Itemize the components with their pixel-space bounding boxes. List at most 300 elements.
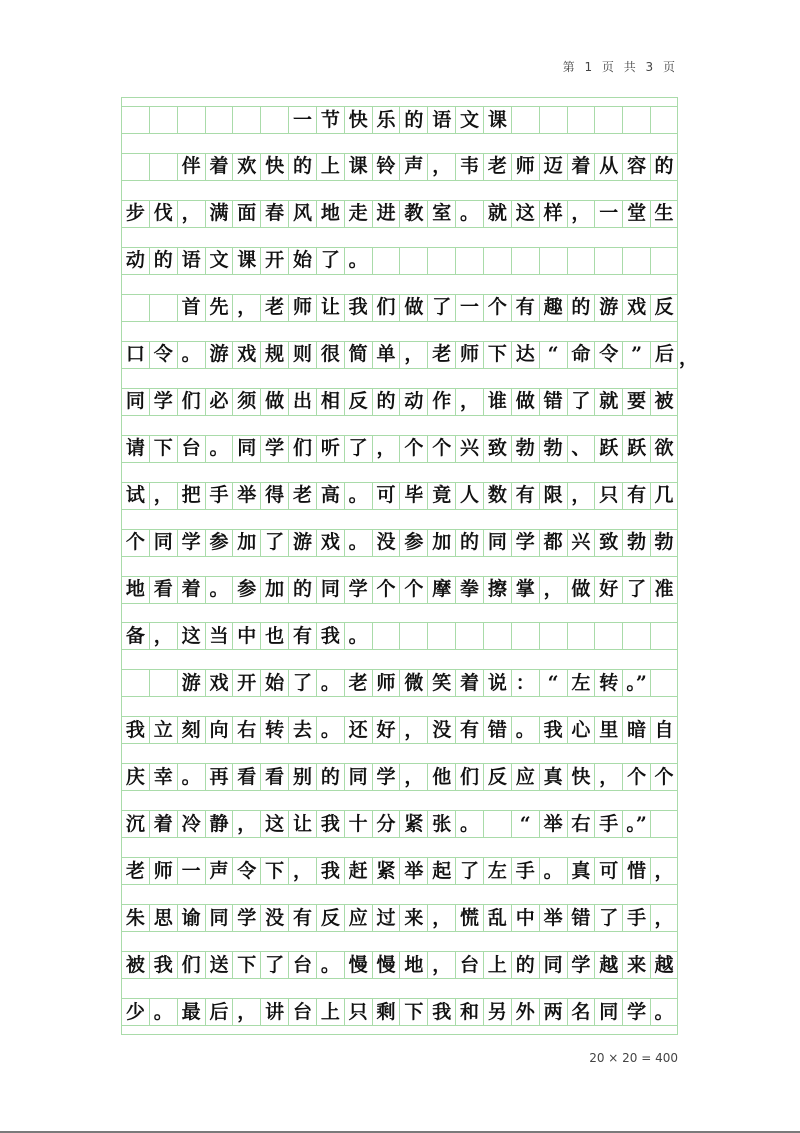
- grid-cell: 戏: [205, 669, 233, 697]
- text-row: [121, 341, 698, 369]
- grid-cell: 师: [288, 294, 316, 322]
- title-cell: [260, 106, 288, 134]
- grid-cell: 紧: [372, 857, 400, 885]
- grid-cell: 一: [177, 857, 205, 885]
- grid-cell: 手: [511, 857, 539, 885]
- grid-cell: 着: [149, 810, 177, 838]
- grid-cell: 作: [427, 388, 455, 416]
- grid-cell: 同: [316, 576, 344, 604]
- grid-cell: 个: [372, 576, 400, 604]
- title-cell: 课: [483, 106, 511, 134]
- grid-cell: 真: [539, 763, 567, 791]
- grid-cell: 下: [260, 857, 288, 885]
- grid-cell: 毕: [399, 482, 427, 510]
- grid-cell: 真: [567, 857, 595, 885]
- grid-cell: 了: [316, 247, 344, 275]
- grid-cell: 步: [121, 200, 149, 228]
- grid-cell: 游: [594, 294, 622, 322]
- grid-cell: 欲: [650, 435, 678, 463]
- grid-cell: 我: [427, 998, 455, 1026]
- grid-cell: 春: [260, 200, 288, 228]
- grid-cell: 。: [455, 810, 483, 838]
- grid-cell: ，: [232, 810, 260, 838]
- grid-cell: 谁: [483, 388, 511, 416]
- grid-cell: ，: [650, 904, 678, 932]
- grid-cell: 兴: [567, 529, 595, 557]
- grid-cell: 师: [511, 153, 539, 181]
- grid-cell: 做: [567, 576, 595, 604]
- grid-cell: 让: [288, 810, 316, 838]
- grid-cell: 送: [205, 951, 233, 979]
- grid-cell: 的: [650, 153, 678, 181]
- grid-cell: 就: [483, 200, 511, 228]
- grid-cell: 戏: [232, 341, 260, 369]
- grid-cell: 快: [260, 153, 288, 181]
- grid-cell: 反: [483, 763, 511, 791]
- grid-cell: 这: [260, 810, 288, 838]
- grid-cell: 我: [149, 951, 177, 979]
- grid-cell: [511, 247, 539, 275]
- grid-cell: [455, 247, 483, 275]
- title-cell: 文: [455, 106, 483, 134]
- grid-cell: 笑: [427, 669, 455, 697]
- grid-cell: [372, 247, 400, 275]
- grid-cell: 我: [316, 857, 344, 885]
- grid-cell: 。: [455, 200, 483, 228]
- title-cell: [594, 106, 622, 134]
- grid-cell: “: [511, 810, 539, 838]
- grid-cell: 右: [567, 810, 595, 838]
- grid-cell: 同: [344, 763, 372, 791]
- grid-cell: ，: [399, 341, 427, 369]
- grid-cell: 老: [427, 341, 455, 369]
- grid-cell: 了: [455, 857, 483, 885]
- grid-cell: 和: [455, 998, 483, 1026]
- grid-cell: 还: [344, 716, 372, 744]
- grid-cell: 手: [205, 482, 233, 510]
- grid-cell: [427, 622, 455, 650]
- grid-cell: 跃: [594, 435, 622, 463]
- grid-cell: 的: [288, 153, 316, 181]
- grid-cell: 了: [344, 435, 372, 463]
- grid-cell: 师: [455, 341, 483, 369]
- title-cell: [121, 106, 149, 134]
- grid-cell: 。: [650, 998, 678, 1026]
- grid-cell: 听: [316, 435, 344, 463]
- grid-cell: 下: [149, 435, 177, 463]
- grid-cell: 另: [483, 998, 511, 1026]
- grid-cell: 只: [594, 482, 622, 510]
- text-row: [121, 388, 678, 416]
- grid-cell: 同: [232, 435, 260, 463]
- grid-cell: 下: [399, 998, 427, 1026]
- grid-cell: 来: [622, 951, 650, 979]
- grid-cell: 勃: [511, 435, 539, 463]
- grid-cell: 幸: [149, 763, 177, 791]
- grid-cell: 首: [177, 294, 205, 322]
- grid-cell: ，: [399, 716, 427, 744]
- text-row: [121, 576, 678, 604]
- grid-cell: 走: [344, 200, 372, 228]
- grid-cell: ”: [622, 341, 650, 369]
- grid-cell: 里: [594, 716, 622, 744]
- grid-cell: 手: [622, 904, 650, 932]
- text-row: [121, 622, 678, 650]
- grid-cell: 限: [539, 482, 567, 510]
- grid-cell: ，: [567, 200, 595, 228]
- grid-cell: 游: [177, 669, 205, 697]
- text-row: [121, 716, 678, 744]
- grid-cell: 张: [427, 810, 455, 838]
- grid-cell: 们: [372, 294, 400, 322]
- grid-cell: [121, 669, 149, 697]
- grid-cell: 进: [372, 200, 400, 228]
- grid-cell: ，: [232, 294, 260, 322]
- grid-cell: [622, 247, 650, 275]
- text-row: [121, 857, 678, 885]
- grid-cell: 个: [399, 435, 427, 463]
- grid-cell: 后: [205, 998, 233, 1026]
- grid-cell: 有: [288, 904, 316, 932]
- text-row: [121, 998, 678, 1026]
- grid-cell: 。”: [622, 669, 650, 697]
- grid-cell: 来: [399, 904, 427, 932]
- grid-cell: 。”: [622, 810, 650, 838]
- grid-cell: 我: [316, 622, 344, 650]
- grid-cell: 这: [511, 200, 539, 228]
- grid-cell: 下: [232, 951, 260, 979]
- grid-cell: 学: [511, 529, 539, 557]
- grid-cell: 着: [205, 153, 233, 181]
- grid-cell: 也: [260, 622, 288, 650]
- grid-cell: 。: [344, 482, 372, 510]
- grid-cell: 同: [121, 388, 149, 416]
- grid-cell: 开: [260, 247, 288, 275]
- grid-cell: 赶: [344, 857, 372, 885]
- grid-cell: ，: [288, 857, 316, 885]
- grid-cell: [511, 622, 539, 650]
- grid-cell: 学: [232, 904, 260, 932]
- grid-cell: 语: [177, 247, 205, 275]
- grid-cell: 了: [288, 669, 316, 697]
- grid-cell: 同: [149, 529, 177, 557]
- text-row: [121, 951, 678, 979]
- grid-cell: 慢: [372, 951, 400, 979]
- grid-cell: 老: [483, 153, 511, 181]
- grid-cell: 举: [539, 904, 567, 932]
- grid-cell: 老: [344, 669, 372, 697]
- grid-cell: 始: [288, 247, 316, 275]
- grid-cell: 。: [511, 716, 539, 744]
- grid-cell: 动: [121, 247, 149, 275]
- grid-cell: 容: [622, 153, 650, 181]
- grid-cell: 没: [427, 716, 455, 744]
- grid-cell: 沉: [121, 810, 149, 838]
- grid-cell: 铃: [372, 153, 400, 181]
- grid-cell: 一: [594, 200, 622, 228]
- grid-cell: 朱: [121, 904, 149, 932]
- grid-cell: 游: [288, 529, 316, 557]
- grid-cell: 了: [427, 294, 455, 322]
- grid-cell: 参: [232, 576, 260, 604]
- grid-cell: 中: [232, 622, 260, 650]
- grid-cell: 很: [316, 341, 344, 369]
- grid-cell: ，: [650, 857, 678, 885]
- grid-cell: [149, 669, 177, 697]
- grid-cell: 讲: [260, 998, 288, 1026]
- grid-cell: 个: [399, 576, 427, 604]
- grid-cell: 致: [483, 435, 511, 463]
- grid-cell: 冷: [177, 810, 205, 838]
- grid-cell: ，: [455, 388, 483, 416]
- grid-cell: 堂: [622, 200, 650, 228]
- grid-cell: 先: [205, 294, 233, 322]
- grid-cell: 参: [399, 529, 427, 557]
- grid-cell: 慌: [455, 904, 483, 932]
- grid-cell: 同: [539, 951, 567, 979]
- grid-cell: 自: [650, 716, 678, 744]
- grid-cell: 学: [177, 529, 205, 557]
- grid-cell: 。: [539, 857, 567, 885]
- grid-cell: 致: [594, 529, 622, 557]
- grid-cell: 我: [344, 294, 372, 322]
- grid-cell: 反: [650, 294, 678, 322]
- grid-cell: 的: [455, 529, 483, 557]
- grid-cell: 看: [260, 763, 288, 791]
- grid-cell: 。: [205, 435, 233, 463]
- title-cell: [149, 106, 177, 134]
- composition-grid: [121, 97, 698, 1035]
- grid-cell: 们: [455, 763, 483, 791]
- text-row: [121, 435, 678, 463]
- grid-cell: 伐: [149, 200, 177, 228]
- grid-cell: 同: [483, 529, 511, 557]
- grid-cell: 手: [594, 810, 622, 838]
- text-row: [121, 247, 678, 275]
- grid-cell: 学: [149, 388, 177, 416]
- grid-cell: 都: [539, 529, 567, 557]
- grid-cell: [650, 622, 678, 650]
- title-cell: [650, 106, 678, 134]
- grid-cell: 老: [121, 857, 149, 885]
- title-cell: [539, 106, 567, 134]
- grid-cell: 跃: [622, 435, 650, 463]
- grid-cell: 的: [288, 576, 316, 604]
- title-cell: 快: [344, 106, 372, 134]
- grid-cell: 我: [539, 716, 567, 744]
- grid-cell: 一: [455, 294, 483, 322]
- grid-cell: 加: [260, 576, 288, 604]
- grid-cell: 应: [344, 904, 372, 932]
- grid-cell: 擦: [483, 576, 511, 604]
- grid-cell: [594, 622, 622, 650]
- title-cell: [205, 106, 233, 134]
- grid-cell: 乱: [483, 904, 511, 932]
- text-row: [121, 153, 678, 181]
- grid-cell: [121, 294, 149, 322]
- grid-cell: 要: [622, 388, 650, 416]
- text-row: [121, 669, 678, 697]
- grid-cell: 的: [511, 951, 539, 979]
- title-cell: 语: [427, 106, 455, 134]
- grid-cell: 加: [232, 529, 260, 557]
- grid-cell: 试: [121, 482, 149, 510]
- grid-cell: 了: [594, 904, 622, 932]
- grid-cell: [622, 622, 650, 650]
- title-cell: 节: [316, 106, 344, 134]
- grid-cell: 地: [399, 951, 427, 979]
- grid-cell: 满: [205, 200, 233, 228]
- grid-cell: 我: [121, 716, 149, 744]
- grid-cell: 举: [399, 857, 427, 885]
- grid-cell: 台: [177, 435, 205, 463]
- grid-cell: 这: [177, 622, 205, 650]
- grid-cell: [567, 622, 595, 650]
- grid-cell: 出: [288, 388, 316, 416]
- grid-cell: 越: [594, 951, 622, 979]
- text-row: [121, 482, 678, 510]
- grid-cell: 中: [511, 904, 539, 932]
- grid-cell: 几: [650, 482, 678, 510]
- grid-cell: 师: [372, 669, 400, 697]
- grid-cell: 的: [316, 763, 344, 791]
- grid-cell: 人: [455, 482, 483, 510]
- grid-cell: 外: [511, 998, 539, 1026]
- grid-cell: 文: [205, 247, 233, 275]
- grid-cell: [567, 247, 595, 275]
- grid-cell: 后: [650, 341, 678, 369]
- grid-cell: 转: [594, 669, 622, 697]
- grid-cell: [483, 247, 511, 275]
- grid-cell: [650, 247, 678, 275]
- grid-cell: 快: [567, 763, 595, 791]
- grid-cell: 思: [149, 904, 177, 932]
- grid-cell: 竟: [427, 482, 455, 510]
- grid-cell: [427, 247, 455, 275]
- grid-cell: 好: [594, 576, 622, 604]
- grid-cell: ，: [149, 482, 177, 510]
- grid-cell: 有: [288, 622, 316, 650]
- grid-cell: 名: [567, 998, 595, 1026]
- grid-cell: 个: [427, 435, 455, 463]
- grid-cell: 别: [288, 763, 316, 791]
- grid-cell: 备: [121, 622, 149, 650]
- text-row: [121, 529, 678, 557]
- title-cell: 的: [399, 106, 427, 134]
- grid-cell: 学: [344, 576, 372, 604]
- grid-cell: 简: [344, 341, 372, 369]
- grid-cell: 惜: [622, 857, 650, 885]
- grid-cell: ：: [511, 669, 539, 697]
- grid-cell: 令: [149, 341, 177, 369]
- grid-cell: 静: [205, 810, 233, 838]
- grid-cell: 。: [344, 529, 372, 557]
- grid-cell: 命: [567, 341, 595, 369]
- grid-cell: 。: [344, 247, 372, 275]
- grid-cell: 们: [177, 388, 205, 416]
- grid-cell: [483, 622, 511, 650]
- grid-cell: 台: [288, 998, 316, 1026]
- grid-cell: 勃: [622, 529, 650, 557]
- grid-cell: 地: [316, 200, 344, 228]
- grid-cell: 学: [622, 998, 650, 1026]
- grid-cell: 说: [483, 669, 511, 697]
- grid-cell: [483, 810, 511, 838]
- text-row: [121, 904, 678, 932]
- grid-cell: 迈: [539, 153, 567, 181]
- grid-cell: 趣: [539, 294, 567, 322]
- grid-cell: 。: [205, 576, 233, 604]
- grid-cell: 准: [650, 576, 678, 604]
- grid-cell: [121, 153, 149, 181]
- grid-cell: 。: [177, 763, 205, 791]
- grid-cell: 课: [232, 247, 260, 275]
- grid-cell: ，: [539, 576, 567, 604]
- grid-cell: 好: [372, 716, 400, 744]
- grid-cell: 的: [567, 294, 595, 322]
- grid-cell: 掌: [511, 576, 539, 604]
- grid-cell: 没: [260, 904, 288, 932]
- grid-cell: 。: [316, 951, 344, 979]
- grid-cell: 地: [121, 576, 149, 604]
- grid-cell: 可: [372, 482, 400, 510]
- grid-cell: 应: [511, 763, 539, 791]
- grid-cell: 个: [483, 294, 511, 322]
- grid-cell: 参: [205, 529, 233, 557]
- grid-cell: 韦: [455, 153, 483, 181]
- grid-cell: 做: [399, 294, 427, 322]
- grid-cell: 把: [177, 482, 205, 510]
- grid-cell: 举: [539, 810, 567, 838]
- grid-cell: 反: [344, 388, 372, 416]
- grid-cell: 有: [455, 716, 483, 744]
- grid-cell: 摩: [427, 576, 455, 604]
- grid-cell: 单: [372, 341, 400, 369]
- grid-cell: 左: [483, 857, 511, 885]
- grid-cell: 再: [205, 763, 233, 791]
- grid-cell: 。: [316, 669, 344, 697]
- grid-cell: 。: [316, 716, 344, 744]
- grid-cell: 令: [232, 857, 260, 885]
- grid-cell: 他: [427, 763, 455, 791]
- text-row: [121, 294, 678, 322]
- grid-cell: [539, 622, 567, 650]
- grid-cell: 少: [121, 998, 149, 1026]
- grid-cell: 们: [177, 951, 205, 979]
- grid-cell: 须: [232, 388, 260, 416]
- grid-cell: 面: [232, 200, 260, 228]
- grid-cell: 达: [511, 341, 539, 369]
- grid-cell: 上: [316, 153, 344, 181]
- text-row: [121, 810, 678, 838]
- grid-cell: 学: [372, 763, 400, 791]
- grid-cell: 规: [260, 341, 288, 369]
- grid-cell: [149, 153, 177, 181]
- grid-cell: 戏: [316, 529, 344, 557]
- grid-cell: 同: [205, 904, 233, 932]
- grid-cell: [539, 247, 567, 275]
- grid-cell: 高: [316, 482, 344, 510]
- title-cell: 一: [288, 106, 316, 134]
- grid-cell: 让: [316, 294, 344, 322]
- grid-cell: 着: [455, 669, 483, 697]
- grid-cell: 数: [483, 482, 511, 510]
- grid-cell: 。: [344, 622, 372, 650]
- grid-cell: 紧: [399, 810, 427, 838]
- grid-cell: 两: [539, 998, 567, 1026]
- grid-cell: [399, 622, 427, 650]
- grid-cell: 则: [288, 341, 316, 369]
